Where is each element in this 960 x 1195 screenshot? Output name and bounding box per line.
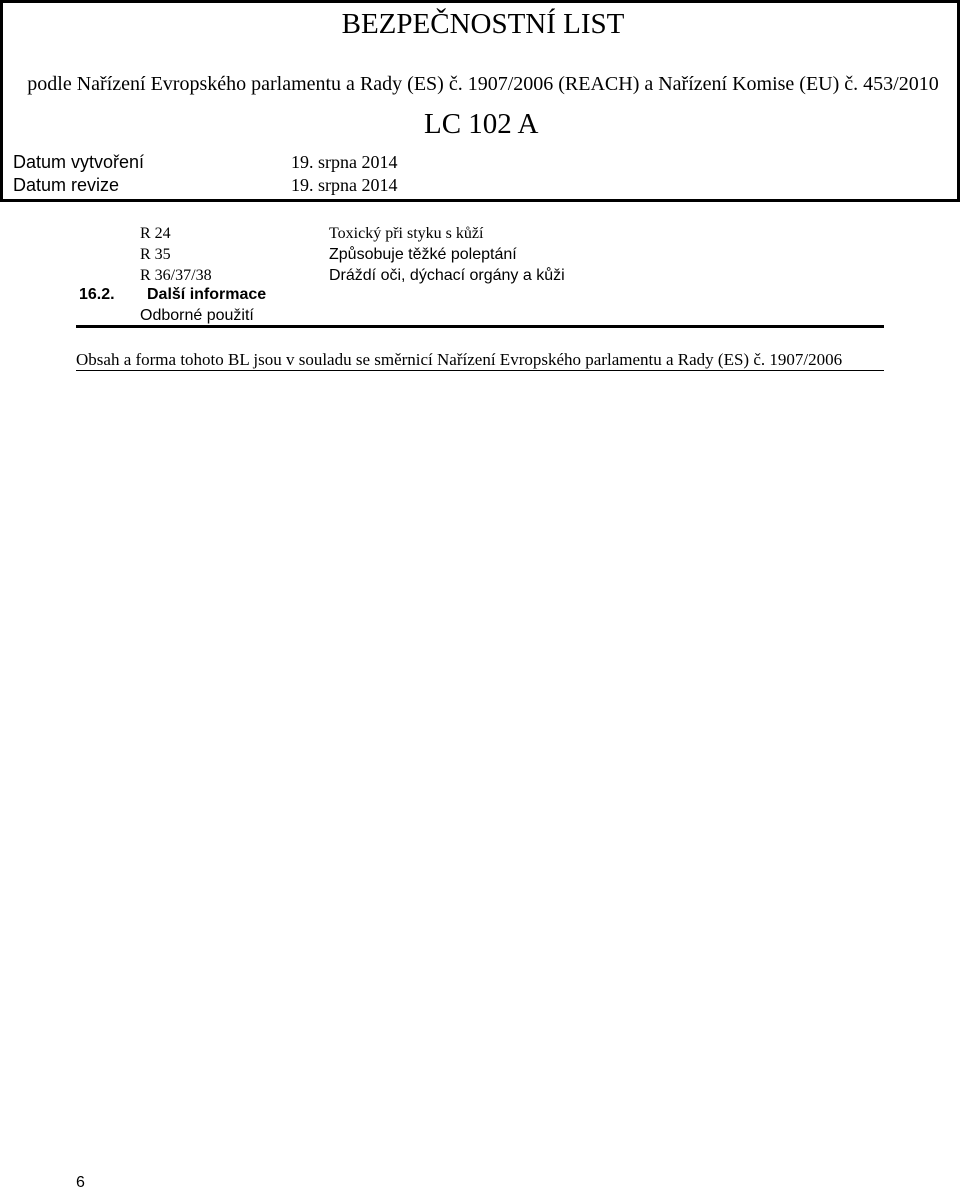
section-title: Další informace: [147, 286, 267, 303]
section-number: 16.2.: [79, 286, 115, 303]
r-phrase-code: R 24: [140, 225, 171, 242]
revision-date-label: Datum revize: [13, 175, 120, 195]
r-phrase-text: Toxický při styku s kůží: [329, 225, 484, 242]
document-header: [0, 0, 960, 202]
compliance-note: Obsah a forma tohoto BL jsou v souladu se směrnicí Nařízení Evropského parlamentu a Rady (ES) č. 1907/2006: [76, 350, 843, 369]
r-phrase-code: R 35: [140, 246, 171, 263]
note-underline: [76, 370, 884, 371]
r-phrase-text: Dráždí oči, dýchací orgány a kůži: [329, 267, 565, 284]
section-subtitle: Odborné použití: [140, 307, 254, 324]
product-name: LC 102 A: [424, 108, 539, 140]
section-divider: [76, 325, 884, 328]
r-phrase-text: Způsobuje těžké poleptání: [329, 246, 517, 263]
created-date-value: 19. srpna 2014: [291, 152, 398, 172]
page-number: 6: [76, 1174, 85, 1191]
document-title: BEZPEČNOSTNÍ LIST: [341, 8, 625, 40]
revision-date-value: 19. srpna 2014: [291, 175, 398, 195]
r-phrase-code: R 36/37/38: [140, 267, 212, 284]
created-date-label: Datum vytvoření: [13, 152, 145, 172]
regulation-reference: podle Nařízení Evropského parlamentu a Rady (ES) č. 1907/2006 (REACH) a Nařízení Komise (EU) č. 453/2010: [27, 73, 939, 95]
